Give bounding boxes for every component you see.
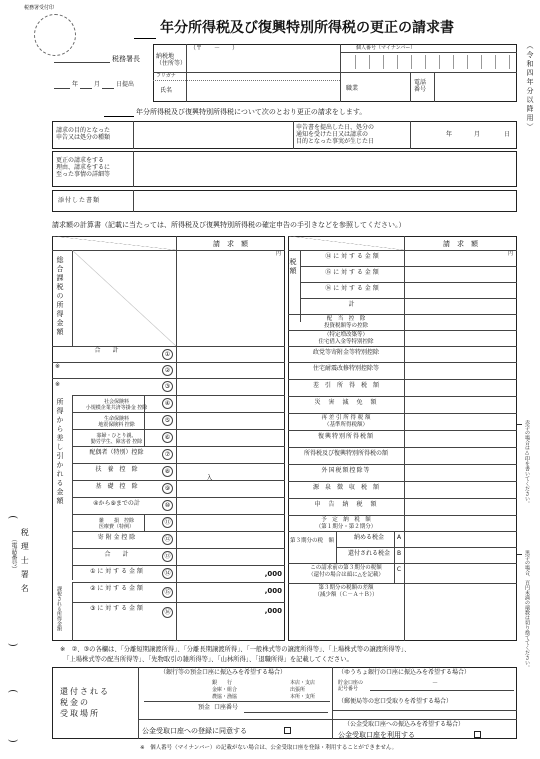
left-row-input[interactable] xyxy=(177,481,284,496)
left-row-label: 社会保険料 小規模企業共済等掛金 控除 xyxy=(85,399,148,411)
group-tax: 課税される所得金額 xyxy=(56,586,62,631)
refund-label: 還付される 税金の 受取場所 xyxy=(60,687,110,718)
left-row-number: ④ xyxy=(162,398,173,409)
address-label: 納税地 （住所等） xyxy=(156,53,187,67)
left-row-number: ① xyxy=(162,349,173,360)
yucho-header: （ゆうちょ銀行の口座に振込みを希望する場合） xyxy=(338,669,471,676)
left-row-number: ⑤ xyxy=(162,415,173,426)
furigana-label: フリガナ xyxy=(156,73,176,79)
letter-C: C xyxy=(396,566,402,573)
right-row-label: ⑭ に 対 す る 金 額 xyxy=(325,253,379,260)
yucho-symbol-label: 貯金口座の 記号番号 xyxy=(338,680,364,692)
intro-text: 年分所得税及び復興特別所得税について次のとおり更正の請求をします。 xyxy=(136,108,367,116)
right-row-input[interactable] xyxy=(405,516,516,530)
right-row-label: 申 告 納 税 額 xyxy=(314,501,378,508)
right-row-label: （特定増改築等） 住宅借入金等特別控除 xyxy=(318,332,374,345)
left-row-number: ⑯ xyxy=(162,607,173,618)
left-row-label: ※ xyxy=(55,363,61,370)
left-row-number: ⑭ xyxy=(162,568,173,579)
left-row-input[interactable] xyxy=(177,498,284,513)
right-row-input[interactable] xyxy=(405,431,516,446)
group-tax-right: 税額 xyxy=(289,258,298,276)
right-row-label: 再 差 引 所 得 税 額 （基準所得税額） xyxy=(321,415,371,428)
right-row-label: 還付される税金 xyxy=(347,550,390,557)
left-row-label: 合 計 xyxy=(94,347,119,354)
right-row-label: 予 定 納 税 額 （第１期分・第２期分） xyxy=(315,517,377,530)
deduct-sub-divider xyxy=(144,412,145,429)
bank-header: （銀行等の預金口座に振込みを希望する場合） xyxy=(160,669,287,676)
stamp-circle xyxy=(34,14,76,56)
right-row-label: 外国税額控除等 xyxy=(321,467,371,474)
date-year-label: 年 xyxy=(72,81,79,88)
right-row-input[interactable] xyxy=(405,397,516,412)
right-row-input[interactable] xyxy=(405,564,516,582)
koukin-use-label: 公金受取口座を利用する xyxy=(338,731,415,739)
name-label: 氏名 xyxy=(160,87,173,94)
left-row-input[interactable] xyxy=(177,464,284,479)
attachments-label: 添付した書類 xyxy=(58,197,101,204)
deduct-sub-divider xyxy=(144,514,145,531)
right-row-input[interactable] xyxy=(405,499,516,514)
right-row-label: 源 泉 徴 収 税 額 xyxy=(312,484,379,491)
date-month-label: 月 xyxy=(94,81,101,88)
calc-caption: 請求額の計算書（記載に当たっては、所得税及び復興特別所得税の確定申告の手引きなどを参照してください。） xyxy=(52,221,406,229)
left-row-number: ⑦ xyxy=(162,449,173,460)
right-row-label: 災 害 減 免 額 xyxy=(314,399,378,406)
right-row-label: 所得税及び復興特別所得税の額 xyxy=(303,450,388,457)
left-row-input[interactable] xyxy=(177,447,284,462)
fact-year: 年 xyxy=(446,131,453,138)
account-no-label: 口座番号 xyxy=(214,704,239,711)
left-row-label: ④から⑨までの計 xyxy=(93,500,140,507)
left-row-input[interactable] xyxy=(177,413,284,428)
footer-note: ※ 個人番号（マイナンバー）の記載がない場合は、公金受取口座を登録・利用することができません。 xyxy=(140,745,398,751)
left-row-value: ,000 xyxy=(264,570,282,578)
left-row-input[interactable] xyxy=(177,347,284,361)
date-day-label: 日提出 xyxy=(116,81,135,88)
right-row-input[interactable] xyxy=(405,315,516,329)
third-term-divider xyxy=(336,531,337,563)
bank-types: 銀 行 金庫・組合 農協・漁協 xyxy=(212,680,238,700)
deduct-sub-divider xyxy=(144,395,145,412)
left-row-label: 基 礎 控 除 xyxy=(95,483,138,490)
left-row-number: ⑫ xyxy=(162,534,173,545)
right-row-input[interactable] xyxy=(405,299,516,313)
right-row-label: 政党等寄附金等特別控除 xyxy=(312,349,379,356)
left-row-number: ② xyxy=(162,365,173,376)
page-title: 年分所得税及び復興特別所得税の更正の請求書 xyxy=(160,20,454,36)
right-row-input[interactable] xyxy=(405,414,516,429)
fact-day: 日 xyxy=(504,131,511,138)
left-row-input[interactable] xyxy=(177,430,284,445)
koukin-use-checkbox[interactable] xyxy=(474,731,481,739)
right-row-input[interactable] xyxy=(405,347,516,361)
left-row-label: ③ に 対 す る 金 額 xyxy=(90,605,143,612)
date-fact-label: 申告書を提出した日、処分の 通知を受けた日又は請求の 目的となった事実が生じた日 xyxy=(296,124,375,145)
left-row-input[interactable] xyxy=(177,549,284,564)
left-row-label: 配偶者（特別）控除 xyxy=(89,449,144,456)
group-income: 総合課税の所得金額 xyxy=(56,256,65,337)
left-row-number: ⑮ xyxy=(162,587,173,598)
left-row-input[interactable] xyxy=(177,532,284,547)
left-row-number: ⑨ xyxy=(162,483,173,494)
left-row-input[interactable] xyxy=(177,515,284,530)
left-row-label: ② に 対 す る 金 額 xyxy=(90,585,143,592)
right-row-input[interactable] xyxy=(405,465,516,480)
right-row-input[interactable] xyxy=(405,331,516,345)
left-row-input[interactable] xyxy=(177,363,284,377)
right-row-label: 住宅耐震改修特別控除等 xyxy=(312,365,379,372)
left-row-label: ※ xyxy=(55,381,61,388)
right-row-label: 差 引 所 得 税 額 xyxy=(312,382,379,389)
branch-types: 本店・支店 出張所 本所・支所 xyxy=(290,680,316,700)
right-row-label: この請求前の第３期分の税額 （還付の場合は頭に△を記載） xyxy=(308,565,384,578)
right-row-input[interactable] xyxy=(405,448,516,463)
left-row-number: ⑥ xyxy=(162,432,173,443)
star-symbol: 入 xyxy=(206,474,213,482)
koukin-header: （公金受取口座への振込みを希望する場合） xyxy=(344,721,465,728)
side-note-1: 赤字の場合は△印を書いてください。 xyxy=(524,420,530,506)
right-row-input[interactable] xyxy=(405,363,516,378)
calc-note: ※ ②、③の各欄は、「分離短期譲渡所得」、「分離長期譲渡所得」、「一般株式等の譲渡所得等」、「上場株式等の譲渡所得等」、 「上場株式等の配当所得等」、「先物取引の雑所得等」、「山林所得」、「退職所得」を記載してください。 xyxy=(60,646,411,663)
left-amount-header: 請 求 額 xyxy=(213,240,248,248)
right-row-input[interactable] xyxy=(405,548,516,562)
occupation-label: 職業 xyxy=(346,85,359,92)
left-row-label: 合 計 xyxy=(104,551,129,558)
attachments-row xyxy=(52,190,517,212)
left-row-number: ⑩ xyxy=(162,500,173,511)
right-row-input[interactable] xyxy=(405,380,516,395)
right-row-input[interactable] xyxy=(405,482,516,497)
letter-A: A xyxy=(396,534,402,541)
left-row-number: ⑪ xyxy=(162,517,173,528)
right-unit: 円 xyxy=(508,251,514,257)
left-row-value: ,000 xyxy=(264,607,282,615)
right-row-label: 納める税金 xyxy=(353,534,384,541)
left-row-label: 扶 養 控 除 xyxy=(95,466,138,473)
mynumber-label: 個人番号（マイナンバー） xyxy=(356,45,416,51)
left-unit: 円 xyxy=(276,251,282,257)
right-row-label: 計 xyxy=(348,301,356,308)
right-row-input[interactable] xyxy=(405,532,516,546)
right-amount-header: 請 求 額 xyxy=(443,240,478,248)
left-row-label: 雑 損 控除 医療費（特例） xyxy=(98,518,134,530)
letter-B: B xyxy=(396,550,402,557)
side-label: （令和四年分以降用） xyxy=(526,42,535,132)
left-row-input[interactable] xyxy=(177,396,284,411)
left-row-label: 生命保険料 地震保険料 控除 xyxy=(98,416,135,428)
deduct-sub-divider xyxy=(144,429,145,446)
fact-month: 月 xyxy=(474,131,481,138)
right-row-input[interactable] xyxy=(405,584,516,602)
left-row-label: 寡婦・ひとり親、 勤労学生、障害者 控除 xyxy=(90,433,143,445)
right-row-label: 第３期分の税額の差額 （減少額（Ｃ－Ａ＋Ｂ）） xyxy=(314,585,378,598)
right-row-label: ⑮ に 対 す る 金 額 xyxy=(325,269,379,276)
koukin-register-checkbox[interactable] xyxy=(284,727,291,735)
left-row-input[interactable] xyxy=(177,379,284,394)
side-note-2: 黒字の場合、百円未満の端数は切り捨ててください。 xyxy=(524,550,530,670)
left-row-number: ⑬ xyxy=(162,551,173,562)
koukin-register-label: 公金受取口座への登録に同意する xyxy=(142,727,247,735)
tax-office-suffix: 税務署長 xyxy=(112,55,140,63)
right-row-label: ⑯ に 対 す る 金 額 xyxy=(325,285,379,292)
left-row-value: ,000 xyxy=(264,587,282,595)
left-row-number: ⑧ xyxy=(162,466,173,477)
right-row-input[interactable] xyxy=(405,267,516,281)
left-row-label: ① に 対 す る 金 額 xyxy=(90,568,143,575)
right-row-input[interactable] xyxy=(405,283,516,297)
left-row-label: 寄 附 金 控 除 xyxy=(97,534,136,541)
yucho-dash: － xyxy=(432,680,439,687)
reason-row xyxy=(52,151,517,187)
reason-label: 更正の請求をする 理由、請求をするに 至った事情の詳細等 xyxy=(56,157,111,178)
accountant-label: 税理士署名 xyxy=(20,528,30,598)
phone-label: 電話 番号 xyxy=(414,79,427,93)
right-row-input[interactable] xyxy=(405,251,516,265)
third-term-label: 第３期分の税 額 xyxy=(290,538,335,544)
left-row-number: ③ xyxy=(162,381,173,392)
group-deduct: 所得から差し引かれる金額 xyxy=(56,398,65,506)
right-row-label: 配 当 控 除 投資税額等の控除 xyxy=(323,316,368,329)
stamp-label: 税務署受付印 xyxy=(24,5,55,11)
accountant-sub: （電話番号） xyxy=(10,536,17,572)
post-header: （郵便局等の窓口受取りを希望する場合） xyxy=(338,698,453,705)
purpose-label: 請求の目的となった 申告又は処分の種類 xyxy=(56,127,111,141)
zip-field[interactable]: （〒 － ） xyxy=(190,45,239,52)
right-row-label: 復興特別所得税額 xyxy=(317,433,374,440)
deposit-label: 預金 xyxy=(198,704,211,711)
mynumber-input[interactable] xyxy=(342,55,514,69)
